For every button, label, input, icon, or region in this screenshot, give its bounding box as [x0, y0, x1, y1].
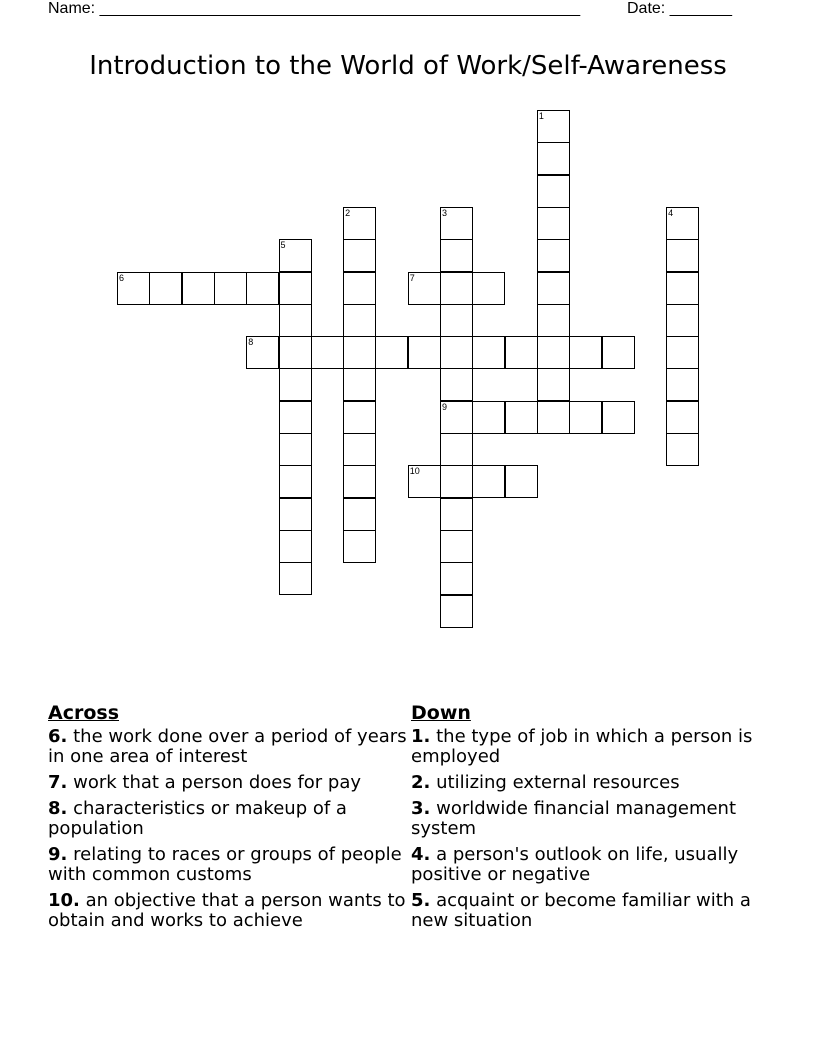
- clue-text: utilizing external resources: [436, 772, 680, 793]
- cell-number: 5: [280, 240, 286, 251]
- cell-number: 4: [668, 207, 674, 218]
- grid-cell[interactable]: [440, 239, 473, 272]
- grid-cell[interactable]: [440, 336, 473, 369]
- grid-cell[interactable]: [311, 336, 344, 369]
- grid-cell[interactable]: [666, 401, 699, 434]
- grid-cell[interactable]: [375, 336, 408, 369]
- clue-text: work that a person does for pay: [73, 772, 362, 793]
- grid-cell[interactable]: [214, 272, 247, 305]
- grid-cell[interactable]: [343, 336, 376, 369]
- grid-cell[interactable]: [505, 401, 538, 434]
- grid-cell[interactable]: [343, 401, 376, 434]
- grid-cell[interactable]: [666, 239, 699, 272]
- across-clue-10: [48, 891, 408, 931]
- grid-cell[interactable]: [440, 368, 473, 401]
- grid-cell[interactable]: [537, 110, 570, 143]
- grid-cell[interactable]: [279, 433, 312, 466]
- clue-number: 10.: [48, 890, 80, 911]
- grid-cell[interactable]: [440, 562, 473, 595]
- clue-number: 8.: [48, 798, 68, 819]
- down-clue-5: [411, 891, 791, 931]
- cell-number: 2: [345, 207, 351, 218]
- grid-cell[interactable]: [117, 272, 150, 305]
- grid-cell[interactable]: [440, 530, 473, 563]
- grid-cell[interactable]: [343, 272, 376, 305]
- grid-cell[interactable]: [408, 272, 441, 305]
- clue-number: 7.: [48, 772, 68, 793]
- clue-text: the work done over a period of years in one area of interest: [48, 726, 407, 767]
- grid-cell[interactable]: [602, 336, 635, 369]
- grid-cell[interactable]: [343, 207, 376, 240]
- puzzle-title: Introduction to the World of Work/Self-Awareness: [89, 51, 727, 81]
- grid-cell[interactable]: [246, 272, 279, 305]
- grid-cell[interactable]: [505, 465, 538, 498]
- grid-cell[interactable]: [279, 272, 312, 305]
- grid-cell[interactable]: [408, 465, 441, 498]
- cell-number: 9: [442, 401, 448, 412]
- grid-cell[interactable]: [343, 304, 376, 337]
- down-clues: [411, 701, 791, 937]
- grid-cell[interactable]: [343, 498, 376, 531]
- grid-cell[interactable]: [537, 304, 570, 337]
- across-clue-6: [48, 727, 408, 767]
- clue-number: 9.: [48, 844, 68, 865]
- cell-number: 6: [119, 272, 125, 283]
- clue-text: acquaint or become familiar with a new situation: [411, 890, 751, 931]
- grid-cell[interactable]: [537, 239, 570, 272]
- grid-cell[interactable]: [279, 498, 312, 531]
- grid-cell[interactable]: [279, 465, 312, 498]
- grid-cell[interactable]: [505, 336, 538, 369]
- grid-cell[interactable]: [569, 336, 602, 369]
- clue-text: relating to races or groups of people with common customs: [48, 844, 402, 885]
- cell-number: 8: [248, 337, 254, 348]
- grid-cell[interactable]: [537, 336, 570, 369]
- grid-cell[interactable]: [279, 368, 312, 401]
- grid-cell[interactable]: [343, 239, 376, 272]
- grid-cell[interactable]: [537, 207, 570, 240]
- down-clue-3: [411, 799, 791, 839]
- grid-cell[interactable]: [666, 433, 699, 466]
- grid-cell[interactable]: [279, 562, 312, 595]
- grid-cell[interactable]: [246, 336, 279, 369]
- across-clue-9: [48, 845, 408, 885]
- down-clue-4: [411, 845, 791, 885]
- clue-number: 3.: [411, 798, 431, 819]
- grid-cell[interactable]: [343, 368, 376, 401]
- clue-text: a person's outlook on life, usually positive or negative: [411, 844, 739, 885]
- clue-number: 4.: [411, 844, 431, 865]
- clue-text: characteristics or makeup of a population: [48, 798, 347, 839]
- down-clue-2: [411, 773, 791, 793]
- grid-cell[interactable]: [149, 272, 182, 305]
- grid-cell[interactable]: [343, 433, 376, 466]
- date-field[interactable]: Date: _______: [627, 0, 732, 17]
- grid-cell[interactable]: [537, 272, 570, 305]
- cell-number: 3: [442, 207, 448, 218]
- across-clue-7: [48, 773, 408, 793]
- across-heading: Across: [48, 702, 120, 724]
- grid-cell[interactable]: [343, 530, 376, 563]
- grid-cell[interactable]: [537, 401, 570, 434]
- grid-cell[interactable]: [666, 272, 699, 305]
- grid-cell[interactable]: [440, 465, 473, 498]
- grid-cell[interactable]: [440, 304, 473, 337]
- grid-cell[interactable]: [537, 175, 570, 208]
- grid-cell[interactable]: [440, 207, 473, 240]
- grid-cell[interactable]: [537, 368, 570, 401]
- down-clue-1: [411, 727, 791, 767]
- cell-number: 1: [538, 111, 544, 121]
- grid-cell[interactable]: [343, 465, 376, 498]
- grid-cell[interactable]: [472, 272, 505, 305]
- cell-number: 10: [409, 466, 420, 477]
- cell-number: 7: [409, 272, 415, 283]
- grid-cell[interactable]: [569, 401, 602, 434]
- grid-cell[interactable]: [666, 207, 699, 240]
- grid-cell[interactable]: [472, 336, 505, 369]
- name-field[interactable]: Name: ______________________________________________________: [48, 0, 581, 17]
- grid-cell[interactable]: [440, 433, 473, 466]
- grid-cell[interactable]: [602, 401, 635, 434]
- grid-cell[interactable]: [666, 368, 699, 401]
- clue-text: an objective that a person wants to obtain and works to achieve: [48, 890, 406, 931]
- grid-cell[interactable]: [440, 498, 473, 531]
- clue-number: 5.: [411, 890, 431, 911]
- grid-cell[interactable]: [279, 401, 312, 434]
- grid-cell[interactable]: [472, 465, 505, 498]
- grid-cell[interactable]: [440, 401, 473, 434]
- clue-number: 2.: [411, 772, 431, 793]
- grid-cell[interactable]: [440, 595, 473, 628]
- grid-cell[interactable]: [279, 530, 312, 563]
- grid-cell[interactable]: [666, 304, 699, 337]
- across-clues: [48, 701, 408, 937]
- grid-cell[interactable]: [279, 304, 312, 337]
- down-heading: Down: [411, 702, 471, 724]
- grid-cell[interactable]: [408, 336, 441, 369]
- across-clue-8: [48, 799, 408, 839]
- grid-cell[interactable]: [182, 272, 215, 305]
- grid-cell[interactable]: [537, 142, 570, 175]
- grid-cell[interactable]: [440, 272, 473, 305]
- clue-number: 6.: [48, 726, 68, 747]
- grid-cell[interactable]: [279, 239, 312, 272]
- clue-text: worldwide financial management system: [411, 798, 737, 839]
- grid-cell[interactable]: [472, 401, 505, 434]
- grid-cell[interactable]: [279, 336, 312, 369]
- clue-text: the type of job in which a person is employed: [411, 726, 753, 767]
- clue-number: 1.: [411, 726, 431, 747]
- grid-cell[interactable]: [666, 336, 699, 369]
